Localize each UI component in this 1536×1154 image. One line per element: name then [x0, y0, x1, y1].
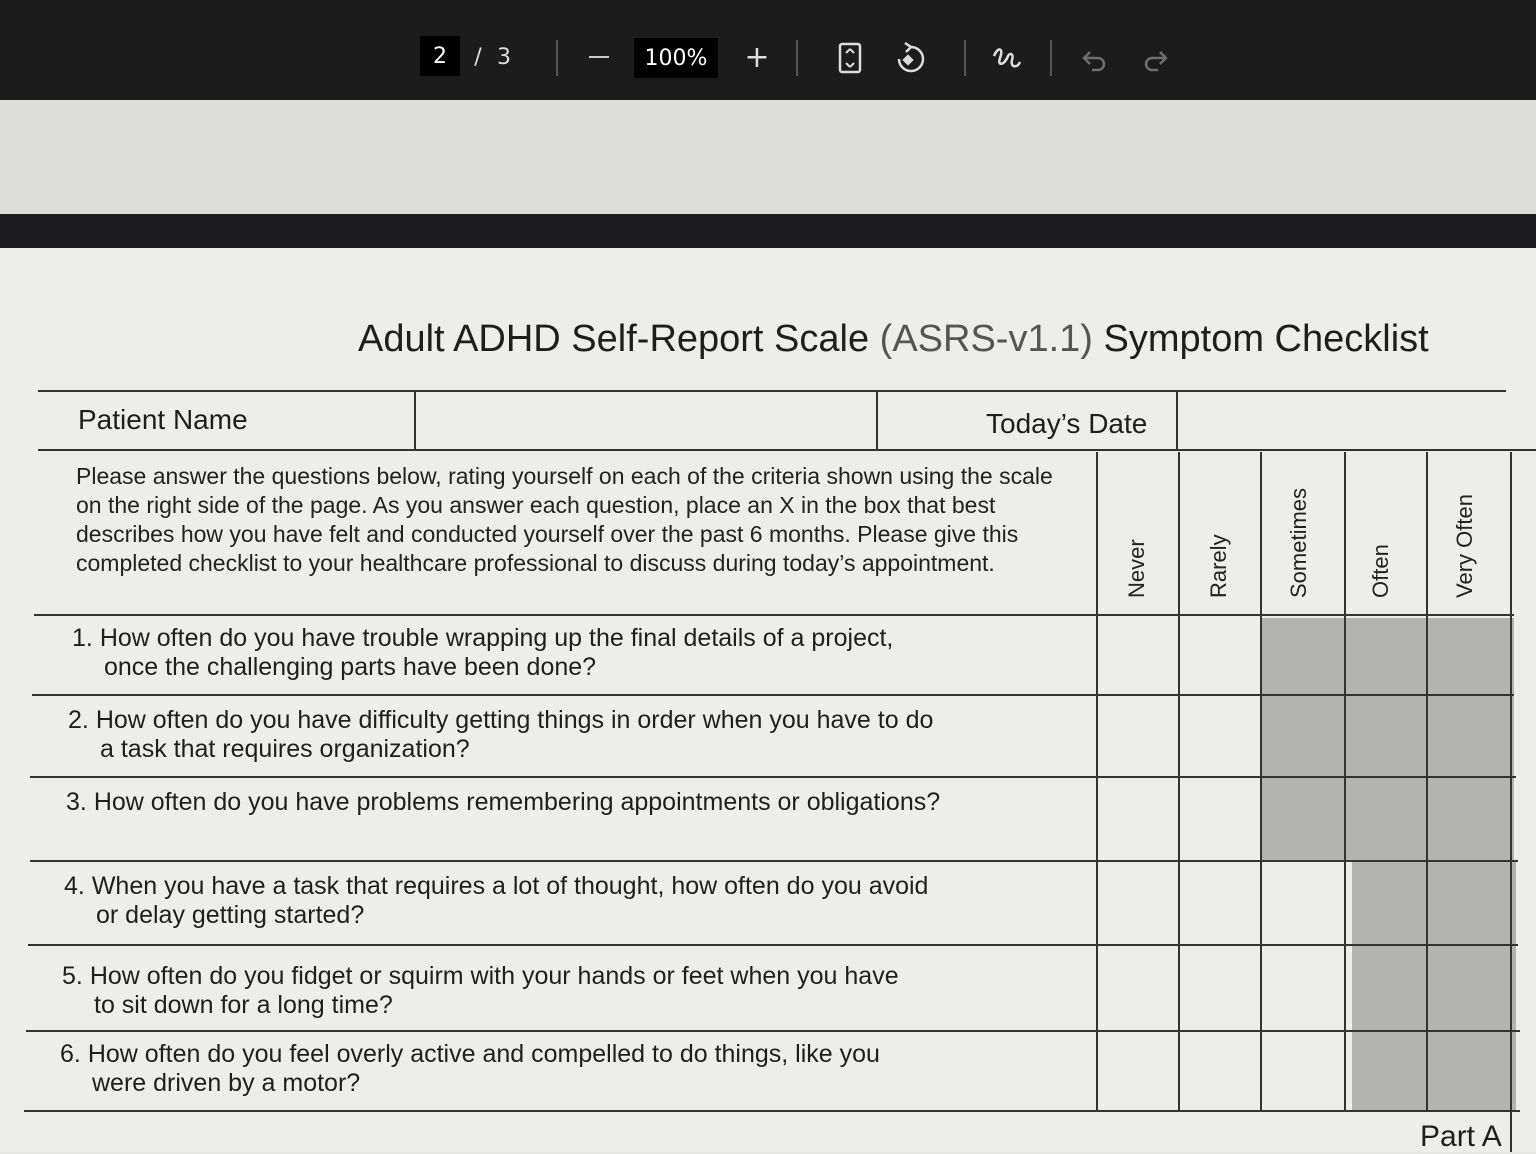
answer-box-q5-never[interactable]: [1098, 946, 1178, 1030]
annotate-icon: [990, 42, 1024, 76]
answer-box-q1-very-often[interactable]: [1428, 616, 1508, 694]
question-number: 4.: [64, 872, 85, 900]
question-5: [62, 962, 899, 1020]
answer-box-q6-very-often[interactable]: [1428, 1032, 1508, 1110]
annotate-button[interactable]: [990, 42, 1024, 76]
viewer-background: [0, 100, 1536, 222]
toolbar-divider: [796, 40, 798, 76]
scale-header-sometimes: Sometimes: [1286, 487, 1311, 598]
toolbar-divider: [1050, 40, 1052, 76]
answer-box-q3-very-often[interactable]: [1428, 778, 1508, 860]
question-text: When you have a task that requires a lot of thought, how often do you avoid: [91, 872, 929, 900]
answer-box-q2-never[interactable]: [1098, 696, 1178, 776]
question-number: 1.: [72, 624, 93, 652]
patient-name-label: Patient Name: [78, 404, 248, 435]
question-4: [64, 872, 928, 930]
answer-box-q3-rarely[interactable]: [1180, 778, 1260, 860]
question-text-continued: a task that requires organization?: [100, 735, 470, 763]
answer-box-q4-very-often[interactable]: [1428, 862, 1508, 944]
date-label-divider: [876, 392, 878, 450]
total-pages: 3: [497, 44, 511, 70]
todays-date-field[interactable]: [1180, 394, 1536, 448]
answer-box-q5-very-often[interactable]: [1428, 946, 1508, 1030]
question-text-continued: once the challenging parts have been done?: [104, 653, 597, 681]
grid-col-line: [1510, 452, 1512, 1152]
zoom-out-icon: [589, 56, 609, 58]
answer-box-q3-never[interactable]: [1098, 778, 1178, 860]
answer-box-q2-sometimes[interactable]: [1262, 696, 1344, 776]
current-page-input[interactable]: 2: [420, 36, 460, 76]
question-number: 3.: [66, 788, 87, 816]
answer-box-q6-rarely[interactable]: [1180, 1032, 1260, 1110]
answer-box-q5-rarely[interactable]: [1180, 946, 1260, 1030]
redo-button[interactable]: [1140, 44, 1170, 74]
question-text: How often do you have problems remembering appointments or obligations?: [93, 788, 941, 816]
answer-box-q5-often[interactable]: [1346, 946, 1426, 1030]
answer-box-q6-sometimes[interactable]: [1262, 1032, 1344, 1110]
zoom-level-input[interactable]: 100%: [634, 38, 718, 78]
question-number: 6.: [60, 1040, 81, 1068]
question-text: How often do you feel overly active and compelled to do things, like you: [87, 1040, 880, 1068]
answer-box-q4-never[interactable]: [1098, 862, 1178, 944]
title-version: (ASRS-v1.1): [879, 318, 1093, 360]
answer-box-q2-often[interactable]: [1346, 696, 1426, 776]
zoom-in-icon: +: [744, 39, 770, 75]
question-number: 2.: [68, 706, 89, 734]
question-text-continued: to sit down for a long time?: [94, 991, 393, 1019]
answer-box-q4-rarely[interactable]: [1180, 862, 1260, 944]
question-text: How often do you have difficulty getting things in order when you have to do: [95, 706, 934, 734]
todays-date-label: Today’s Date: [986, 408, 1148, 439]
pdf-viewer-toolbar: [0, 0, 1536, 100]
title-main: Adult ADHD Self-Report Scale: [358, 318, 870, 360]
part-label: Part A: [1420, 1120, 1502, 1153]
answer-box-q2-rarely[interactable]: [1180, 696, 1260, 776]
fit-page-button[interactable]: [836, 42, 864, 74]
title-suffix: Symptom Checklist: [1103, 318, 1429, 360]
header-bottom-rule: [38, 449, 1536, 451]
toolbar-divider: [964, 40, 966, 76]
answer-box-q2-very-often[interactable]: [1428, 696, 1508, 776]
undo-button[interactable]: [1080, 44, 1110, 74]
answer-box-q4-sometimes[interactable]: [1262, 862, 1344, 944]
question-text: How often do you fidget or squirm with your hands or feet when you have: [89, 962, 899, 990]
zoom-in-button[interactable]: [742, 40, 772, 74]
answer-box-q4-often[interactable]: [1346, 862, 1426, 944]
fit-page-icon: [837, 42, 863, 74]
question-6: [60, 1040, 880, 1098]
row-rule: [24, 1110, 1520, 1112]
page-top-edge: [0, 214, 1536, 248]
scale-header-rarely: Rarely: [1206, 534, 1231, 598]
question-text-continued: were driven by a motor?: [92, 1069, 361, 1097]
name-field-divider: [414, 392, 416, 450]
question-3: [66, 788, 940, 817]
rotate-icon: [894, 42, 928, 76]
question-number: 5.: [62, 962, 83, 990]
answer-box-q3-sometimes[interactable]: [1262, 778, 1344, 860]
zoom-out-button[interactable]: [584, 40, 614, 74]
question-1: [72, 624, 893, 682]
question-text: How often do you have trouble wrapping up the final details of a project,: [99, 624, 894, 652]
question-text-continued: or delay getting started?: [96, 901, 365, 929]
answer-box-q1-sometimes[interactable]: [1262, 616, 1344, 694]
rotate-button[interactable]: [894, 42, 928, 76]
answer-box-q1-rarely[interactable]: [1180, 616, 1260, 694]
answer-box-q6-never[interactable]: [1098, 1032, 1178, 1110]
answer-box-q1-never[interactable]: [1098, 616, 1178, 694]
scale-header-never: Never: [1124, 539, 1149, 598]
answer-box-q3-often[interactable]: [1346, 778, 1426, 860]
instructions-text: Please answer the questions below, rating yourself on each of the criteria shown using the scale on the right side of the page. As you answer each question, place an X in the box that best describes how you have felt and conducted yourself over the past 6 months. Please give this completed checklist to your healthcare professional to discuss during today’s appointment.: [76, 463, 1053, 576]
answer-box-q6-often[interactable]: [1346, 1032, 1426, 1110]
undo-icon: [1080, 44, 1110, 74]
document-title: [358, 318, 1478, 374]
scale-header-often: Often: [1368, 544, 1393, 598]
question-2: [68, 706, 933, 764]
toolbar-divider: [556, 40, 558, 76]
page-separator: /: [474, 44, 482, 70]
date-field-divider: [1176, 392, 1178, 450]
answer-box-q5-sometimes[interactable]: [1262, 946, 1344, 1030]
scale-header-very-often: Very Often: [1452, 494, 1477, 598]
table-top-rule: [38, 390, 1506, 392]
redo-icon: [1140, 44, 1170, 74]
patient-name-field[interactable]: [418, 394, 874, 448]
answer-box-q1-often[interactable]: [1346, 616, 1426, 694]
